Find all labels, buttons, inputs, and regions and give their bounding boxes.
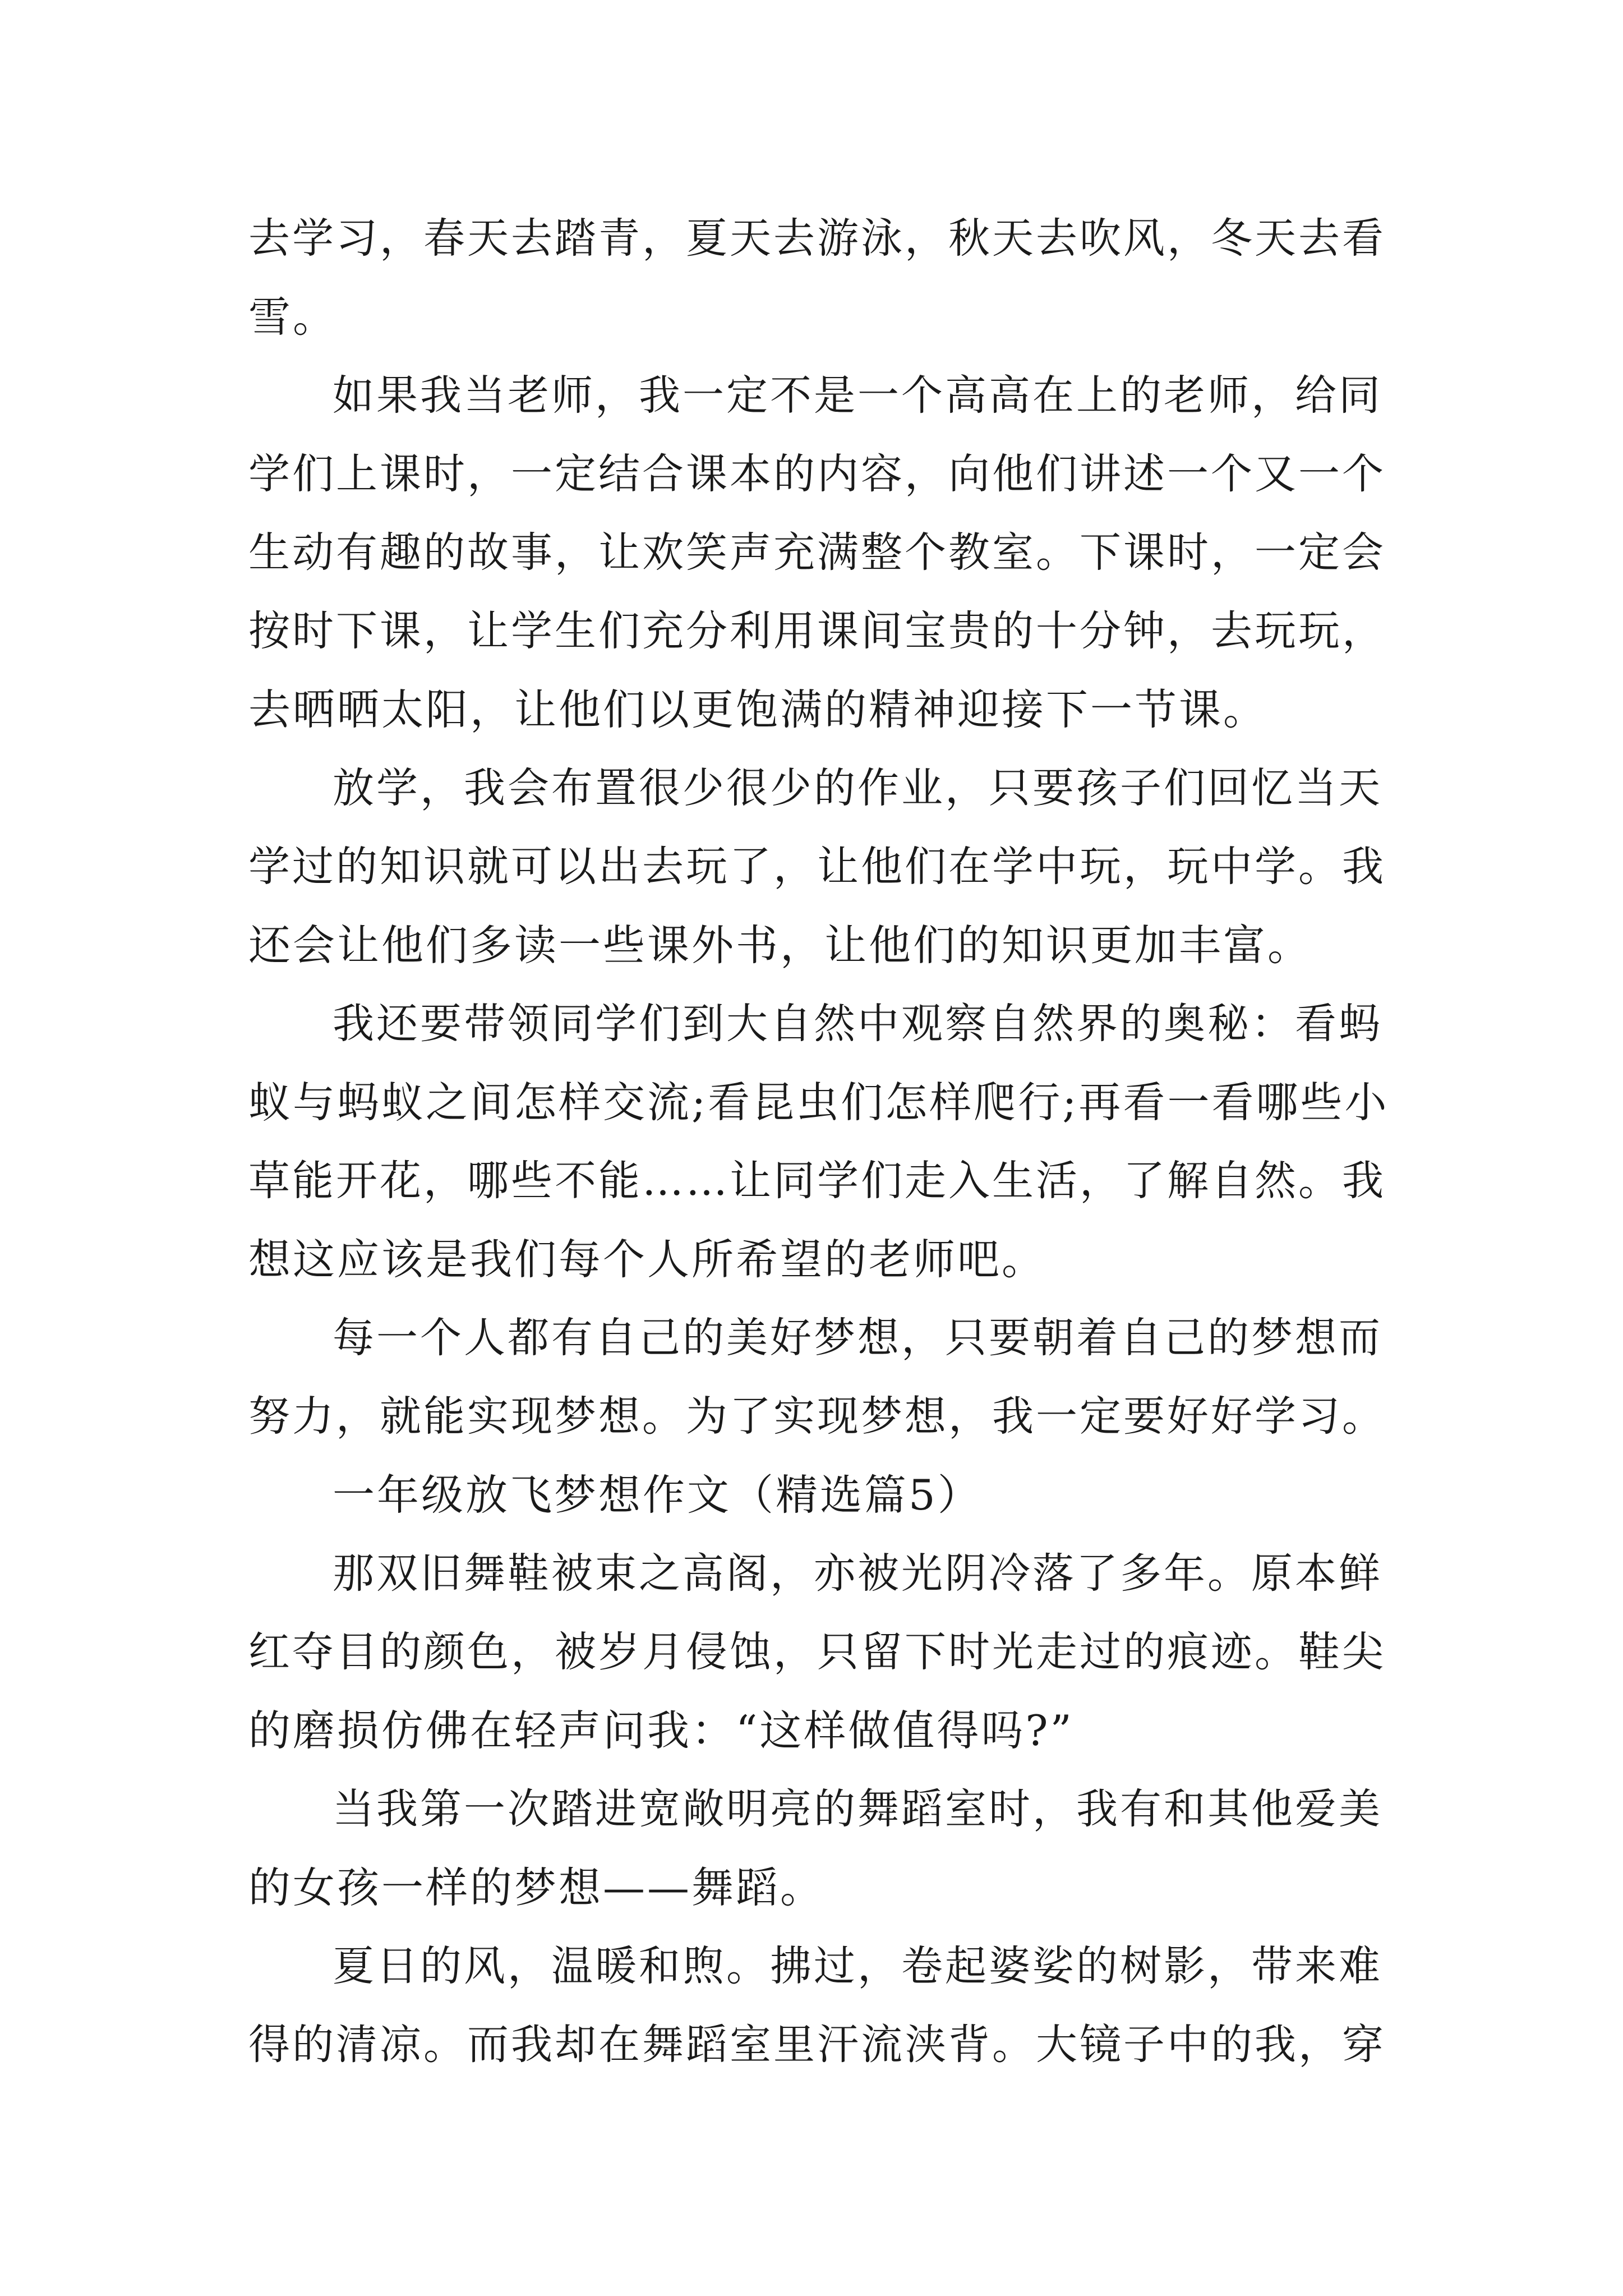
text-line: 还会让他们多读一些课外书，让他们的知识更加丰富。 [248, 921, 1312, 970]
text-line: 学们上课时，一定结合课本的内容，向他们讲述一个又一个 [248, 450, 1386, 498]
section-heading: 一年级放飞梦想作文（精选篇5） [333, 1470, 982, 1520]
text-line: 夏日的风，温暖和煦。拂过，卷起婆娑的树影，带来难 [333, 1942, 1382, 1990]
text-line: 草能开花，哪些不能……让同学们走入生活，了解自然。我 [248, 1157, 1386, 1205]
text-line: 生动有趣的故事，让欢笑声充满整个教室。下课时，一定会 [248, 528, 1386, 577]
text-line: 蚁与蚂蚁之间怎样交流;看昆虫们怎样爬行;再看一看哪些小 [248, 1078, 1389, 1127]
text-line: 按时下课，让学生们充分利用课间宝贵的十分钟，去玩玩， [248, 607, 1386, 655]
text-line: 去晒晒太阳，让他们以更饱满的精神迎接下一节课。 [248, 685, 1268, 734]
text-line: 想这应该是我们每个人所希望的老师吧。 [248, 1235, 1046, 1284]
text-line: 去学习，春天去踏青，夏天去游泳，秋天去吹风，冬天去看 [248, 214, 1386, 263]
text-line: 的女孩一样的梦想——舞蹈。 [248, 1863, 825, 1912]
text-line: 每一个人都有自己的美好梦想，只要朝着自己的梦想而 [333, 1314, 1382, 1362]
text-line: 放学，我会布置很少很少的作业，只要孩子们回忆当天 [333, 764, 1382, 812]
text-line: 得的清凉。而我却在舞蹈室里汗流浃背。大镜子中的我，穿 [248, 2021, 1386, 2069]
text-line: 如果我当老师，我一定不是一个高高在上的老师，给同 [333, 371, 1382, 420]
text-line: 学过的知识就可以出去玩了，让他们在学中玩，玩中学。我 [248, 843, 1386, 891]
text-line: 那双旧舞鞋被束之高阁，亦被光阴冷落了多年。原本鲜 [333, 1549, 1382, 1598]
text-line: 红夺目的颜色，被岁月侵蚀，只留下时光走过的痕迹。鞋尖 [248, 1628, 1386, 1676]
text-line: 努力，就能实现梦想。为了实现梦想，我一定要好好学习。 [248, 1392, 1386, 1441]
text-line: 当我第一次踏进宽敞明亮的舞蹈室时，我有和其他爱美 [333, 1785, 1382, 1833]
text-line: 我还要带领同学们到大自然中观察自然界的奥秘：看蚂 [333, 1000, 1382, 1048]
text-line: 的磨损仿佛在轻声问我：“这样做值得吗?” [248, 1706, 1074, 1755]
document-body [248, 199, 1393, 2084]
text-line: 雪。 [248, 292, 338, 342]
